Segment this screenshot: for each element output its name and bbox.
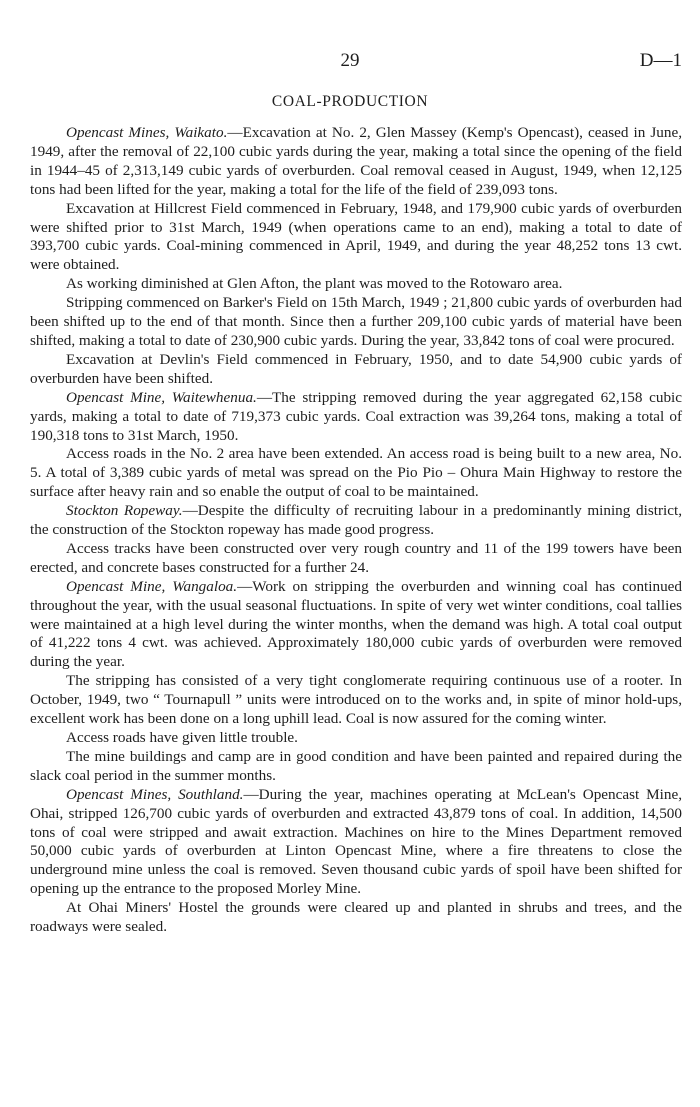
paragraph-heading: Opencast Mines, Southland. <box>66 785 244 803</box>
paragraph-text: Excavation at Hillcrest Field commenced in February, 1948, and 179,900 cubic yards of overburden were shifted prior to 31st March, 1949 (when operations came to an end), making a total to date of 393,700 cubic yards. Coal-mining commenced in April, 1949, and during the year 48,252 tons 13 cwt. were obtained. <box>30 199 682 274</box>
document-reference: D—1 <box>639 50 682 71</box>
paragraph <box>30 786 682 899</box>
paragraph-text: The stripping has consisted of a very tight conglomerate requiring continuous use of a rooter. In October, 1949, two “ Tournapull ” units were introduced on to the works and, in spite of minor hold-ups, excellent work has been done on a long uphill lead. Coal is now assured for the coming winter. <box>30 672 682 728</box>
paragraph-text: As working diminished at Glen Afton, the plant was moved to the Rotowaro area. <box>66 275 563 293</box>
paragraph <box>30 445 682 502</box>
paragraph-text: —Despite the difficulty of recruiting labour in a predominantly mining district, the construction of the Stockton ropeway has made good progress. <box>30 502 682 539</box>
paragraph-text: The mine buildings and camp are in good condition and have been painted and repaired during the slack coal period in the summer months. <box>30 747 682 784</box>
paragraph-heading: Stockton Ropeway. <box>66 502 183 520</box>
page-number: 29 <box>340 50 360 71</box>
paragraph <box>30 540 682 578</box>
paragraph-text: —During the year, machines operating at McLean's Opencast Mine, Ohai, stripped 126,700 cubic yards of overburden and extracted 43,879 tons of coal. In addition, 14,500 tons of coal were stripped and await extraction. Machines on hire to the Mines Department removed 50,000 cubic yards of overburden at Linton Opencast Mine, where a fire threatens to close the underground mine unless the coal is removed. Seven thousand cubic yards of spoil have been shifted for opening up the entrance to the proposed Morley Mine. <box>30 785 682 898</box>
paragraph-text: Access roads have given little trouble. <box>66 729 298 746</box>
paragraph-heading: Opencast Mine, Wangaloa. <box>66 577 238 595</box>
paragraph <box>30 672 682 729</box>
paragraph <box>30 294 682 351</box>
paragraph-text: At Ohai Miners' Hostel the grounds were cleared up and planted in shrubs and trees, and the roadways were sealed. <box>30 899 682 936</box>
section-title: COAL-PRODUCTION <box>271 93 429 110</box>
body-text <box>30 124 682 937</box>
paragraph-text: Stripping commenced on Barker's Field on 15th March, 1949 ; 21,800 cubic yards of overburden had been shifted up to the end of that month. Since then a further 209,100 cubic yards of material have been shifted, making a total to date of 230,900 cubic yards. During the year, 33,842 tons of coal were procured. <box>30 294 682 349</box>
paragraph <box>30 351 682 389</box>
paragraph-text: —Work on stripping the overburden and winning coal has continued throughout the year, with the usual seasonal fluctuations. In spite of very wet winter conditions, coal tallies were maintained at a high level during the winter months, when the demand was high. A total coal output of 41,222 tons 4 cwt. was achieved. Approximately 180,000 cubic yards of overburden were removed during the year. <box>30 577 683 671</box>
paragraph <box>30 502 682 540</box>
paragraph-text: Access tracks have been constructed over very rough country and 11 of the 199 towers have been erected, and concrete bases constructed for a further 24. <box>30 539 682 576</box>
paragraph <box>30 275 682 294</box>
paragraph <box>30 899 682 937</box>
paragraph <box>30 200 682 276</box>
paragraph <box>30 389 682 446</box>
paragraph <box>30 748 682 786</box>
paragraph <box>30 578 682 673</box>
paragraph <box>30 124 682 200</box>
paragraph-text: —The stripping removed during the year aggregated 62,158 cubic yards, making a total to date of 719,373 cubic yards. Coal extraction was 39,264 tons, making a total of 190,318 tons to 31st March, 1950. <box>30 388 683 444</box>
paragraph-heading: Opencast Mine, Waitewhenua. <box>66 388 257 406</box>
paragraph-text: —Excavation at No. 2, Glen Massey (Kemp's Opencast), ceased in June, 1949, after the removal of 22,100 cubic yards during the year, making a total since the opening of the field in 1944–45 of 2,313,149 cubic yards of overburden. Coal removal ceased in August, 1949, when 12,125 tons had been lifted for the year, making a total for the life of the field of 239,093 tons. <box>30 124 682 198</box>
paragraph-text: Excavation at Devlin's Field commenced in February, 1950, and to date 54,900 cubic yards of overburden have been shifted. <box>30 350 682 387</box>
paragraph-heading: Opencast Mines, Waikato. <box>66 124 228 141</box>
paragraph-text: Access roads in the No. 2 area have been extended. An access road is being built to a new area, No. 5. A total of 3,389 cubic yards of metal was spread on the Pio Pio – Ohura Main Highway to restore the surface after heavy rain and so enable the output of coal to be maintained. <box>30 445 682 501</box>
paragraph <box>30 729 682 748</box>
